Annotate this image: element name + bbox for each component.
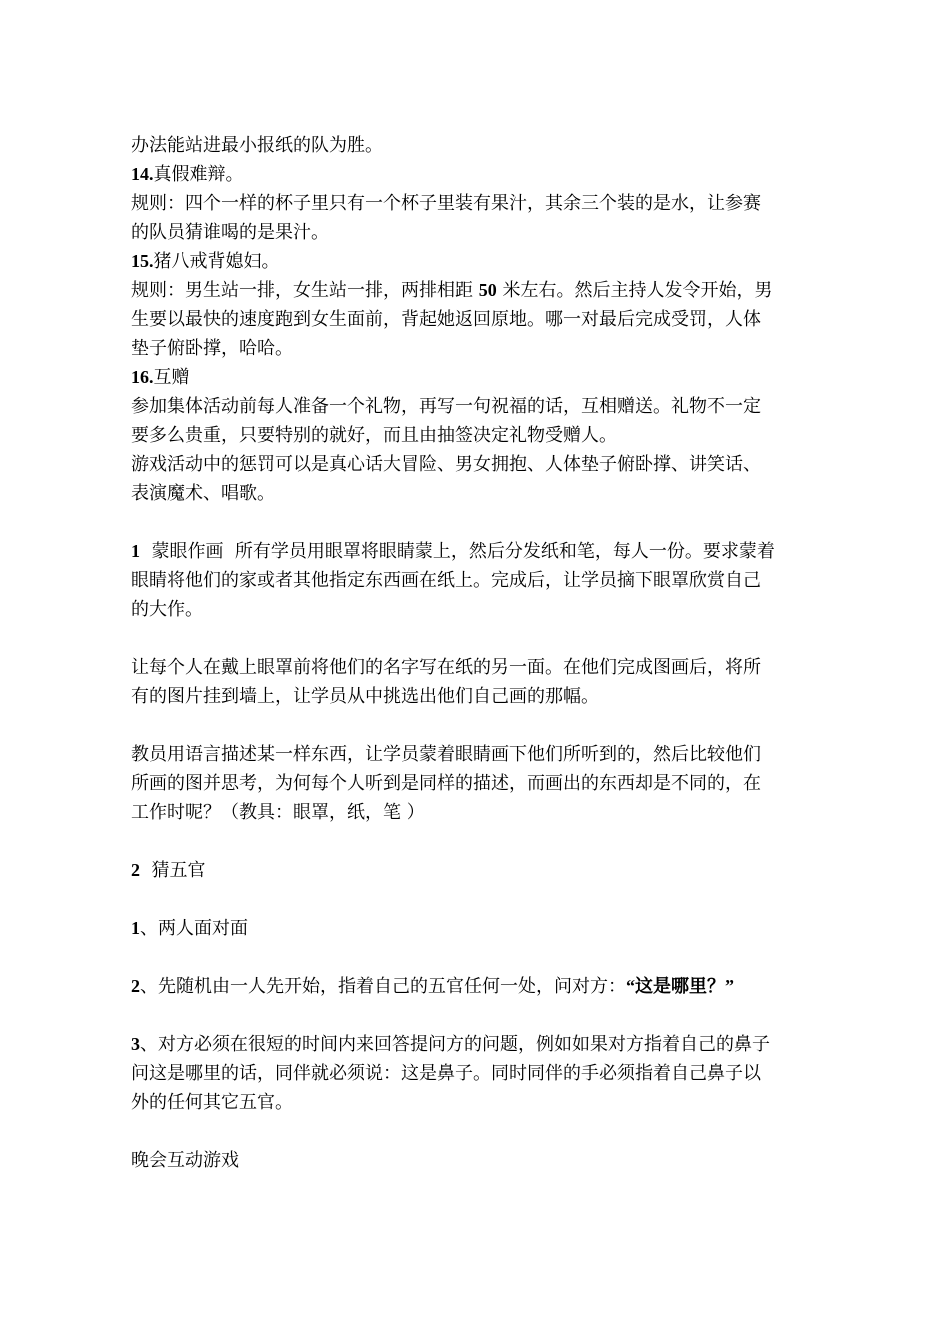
- text-line: 的大作。: [131, 599, 203, 620]
- game-number: 1: [131, 541, 140, 561]
- text-line: 晚会互动游戏: [131, 1150, 239, 1171]
- section-title: 猪八戒背媳妇。: [153, 251, 280, 272]
- paragraph-line: [131, 189, 821, 218]
- section-title: 真假难辩。: [153, 164, 244, 185]
- section-heading-16: [131, 363, 821, 392]
- paragraph-line: [131, 334, 821, 363]
- step-number: 1: [131, 918, 140, 938]
- text-line: 生要以最快的速度跑到女生面前，背起她返回原地。哪一对最后完成受罚，人体: [131, 309, 761, 330]
- paragraph-line: [131, 131, 821, 160]
- section-number: 15.: [131, 251, 154, 271]
- distance-number: 50: [478, 280, 497, 300]
- text-segment: 米左右。然后主持人发令开始，男: [496, 280, 773, 301]
- game-heading-1: [131, 537, 821, 566]
- blank-line: [131, 711, 821, 740]
- paragraph-line: [131, 305, 821, 334]
- quoted-question: “这是哪里？”: [626, 976, 734, 996]
- step-text: 、先随机由一人先开始，指着自己的五官任何一处，问对方：: [140, 976, 626, 997]
- paragraph-line: [131, 479, 821, 508]
- blank-line: [131, 508, 821, 537]
- blank-line: [131, 624, 821, 653]
- blank-line: [131, 943, 821, 972]
- paragraph-line: [131, 740, 821, 769]
- step-text: 、对方必须在很短的时间内来回答提问方的问题，例如如果对方指着自己的鼻子: [140, 1034, 770, 1055]
- text-line: 垫子俯卧撑，哈哈。: [131, 338, 293, 359]
- paragraph-line: [131, 1059, 821, 1088]
- text-line: 让每个人在戴上眼罩前将他们的名字写在纸的另一面。在他们完成图画后，将所: [131, 657, 761, 678]
- game-number: 2: [131, 860, 140, 880]
- text-line: 游戏活动中的惩罚可以是真心话大冒险、男女拥抱、人体垫子俯卧撑、讲笑话、: [131, 454, 761, 475]
- blank-line: [131, 1117, 821, 1146]
- text-line: 的队员猜谁喝的是果汁。: [131, 222, 329, 243]
- section-title-evening-games: [131, 1146, 821, 1175]
- section-heading-15: [131, 247, 821, 276]
- step-item-1: [131, 914, 821, 943]
- step-item-3: [131, 1030, 821, 1059]
- paragraph-line: [131, 1088, 821, 1117]
- text-line: 表演魔术、唱歌。: [131, 483, 275, 504]
- text-line: 眼睛将他们的家或者其他指定东西画在纸上。完成后，让学员摘下眼罩欣赏自己: [131, 570, 761, 591]
- paragraph-line: [131, 392, 821, 421]
- blank-line: [131, 1001, 821, 1030]
- text-line: 办法能站进最小报纸的队为胜。: [131, 135, 383, 156]
- paragraph-line: [131, 218, 821, 247]
- section-title: 互赠: [153, 367, 190, 388]
- paragraph-line: [131, 653, 821, 682]
- text-line: 问这是哪里的话，同伴就必须说：这是鼻子。同时同伴的手必须指着自己鼻子以: [131, 1063, 761, 1084]
- text-line: 工作时呢？（教具：眼罩，纸，笔 ）: [131, 802, 425, 823]
- document-body: [131, 131, 821, 1175]
- section-number: 16.: [131, 367, 154, 387]
- blank-line: [131, 827, 821, 856]
- text-line: 教员用语言描述某一样东西，让学员蒙着眼睛画下他们所听到的，然后比较他们: [131, 744, 761, 765]
- step-number: 2: [131, 976, 140, 996]
- game-heading-2: [131, 856, 821, 885]
- text-line: 要多么贵重，只要特别的就好，而且由抽签决定礼物受赠人。: [131, 425, 617, 446]
- blank-line: [131, 885, 821, 914]
- paragraph-line: [131, 566, 821, 595]
- text-line: 规则：四个一样的杯子里只有一个杯子里装有果汁，其余三个装的是水，让参赛: [131, 193, 761, 214]
- step-text: 、两人面对面: [140, 918, 248, 939]
- text-line: 有的图片挂到墙上，让学员从中挑选出他们自己画的那幅。: [131, 686, 599, 707]
- paragraph-line: [131, 769, 821, 798]
- paragraph-line: [131, 421, 821, 450]
- paragraph-line: [131, 798, 821, 827]
- paragraph-line: [131, 595, 821, 624]
- text-line: 外的任何其它五官。: [131, 1092, 293, 1113]
- game-title: 猜五官: [140, 860, 206, 881]
- text-line: 蒙眼作画 所有学员用眼罩将眼睛蒙上，然后分发纸和笔，每人一份。要求蒙着: [140, 541, 775, 562]
- paragraph-line: [131, 450, 821, 479]
- text-segment: 规则：男生站一排，女生站一排，两排相距: [131, 280, 479, 301]
- paragraph-line: [131, 682, 821, 711]
- text-line: 参加集体活动前每人准备一个礼物，再写一句祝福的话，互相赠送。礼物不一定: [131, 396, 761, 417]
- step-number: 3: [131, 1034, 140, 1054]
- paragraph-line: [131, 276, 821, 305]
- section-heading-14: [131, 160, 821, 189]
- section-number: 14.: [131, 164, 154, 184]
- step-item-2: [131, 972, 821, 1001]
- text-line: 所画的图并思考，为何每个人听到是同样的描述，而画出的东西却是不同的，在: [131, 773, 761, 794]
